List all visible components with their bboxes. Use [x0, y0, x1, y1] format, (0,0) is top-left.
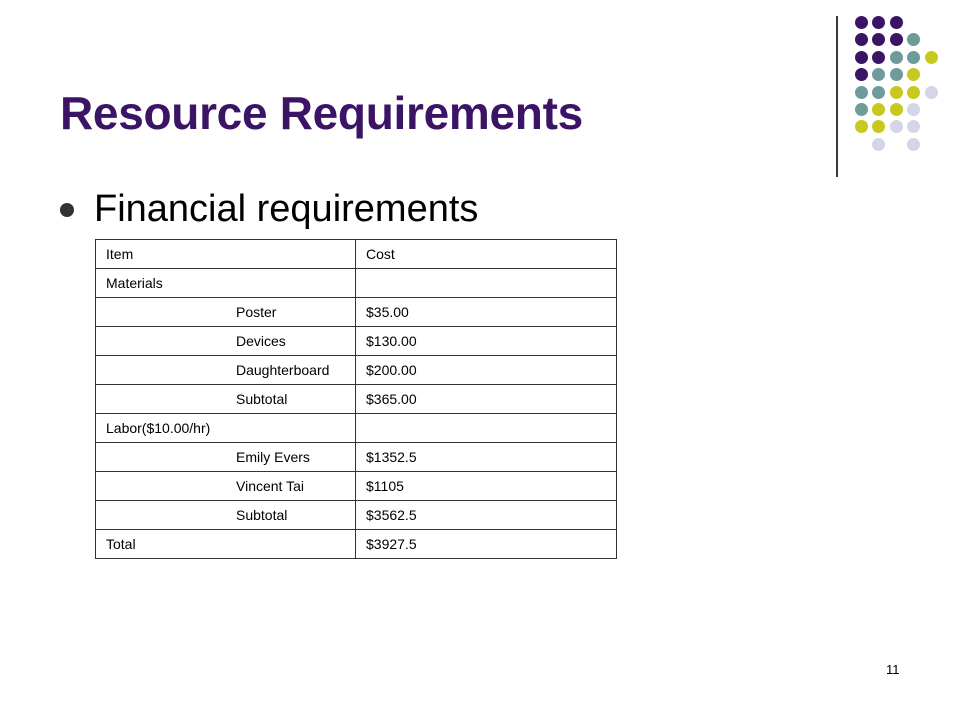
teal-dot-icon	[872, 68, 885, 81]
purple-dot-icon	[890, 16, 903, 29]
lavender-dot-icon	[907, 138, 920, 151]
yellow-dot-icon	[872, 103, 885, 116]
yellow-dot-icon	[890, 103, 903, 116]
financial-requirements-table	[95, 239, 617, 559]
item-cell: Labor($10.00/hr)	[96, 414, 356, 443]
cost-cell	[356, 414, 617, 443]
yellow-dot-icon	[925, 51, 938, 64]
yellow-dot-icon	[907, 68, 920, 81]
table-row	[96, 385, 617, 414]
purple-dot-icon	[872, 33, 885, 46]
cost-cell: $3927.5	[356, 530, 617, 559]
item-cell: Devices	[96, 327, 356, 356]
purple-dot-icon	[855, 51, 868, 64]
page-number: 11	[886, 662, 900, 677]
table-row	[96, 356, 617, 385]
teal-dot-icon	[890, 68, 903, 81]
item-cell: Daughterboard	[96, 356, 356, 385]
item-cell: Materials	[96, 269, 356, 298]
purple-dot-icon	[855, 16, 868, 29]
table-row	[96, 327, 617, 356]
purple-dot-icon	[855, 68, 868, 81]
bullet-dot-icon	[60, 203, 74, 217]
table-header-row	[96, 240, 617, 269]
item-cell: Vincent Tai	[96, 472, 356, 501]
bullet-text: Financial requirements	[94, 188, 479, 230]
table-row	[96, 530, 617, 559]
table-row	[96, 414, 617, 443]
purple-dot-icon	[872, 51, 885, 64]
item-cell: Emily Evers	[96, 443, 356, 472]
lavender-dot-icon	[907, 120, 920, 133]
yellow-dot-icon	[872, 120, 885, 133]
item-cell: Total	[96, 530, 356, 559]
teal-dot-icon	[872, 86, 885, 99]
item-cell: Poster	[96, 298, 356, 327]
cost-cell: $35.00	[356, 298, 617, 327]
purple-dot-icon	[872, 16, 885, 29]
cost-cell: $1352.5	[356, 443, 617, 472]
lavender-dot-icon	[890, 120, 903, 133]
slide-title: Resource Requirements	[60, 87, 583, 139]
table-row	[96, 501, 617, 530]
decorative-divider-line	[836, 16, 838, 177]
cost-cell: $200.00	[356, 356, 617, 385]
teal-dot-icon	[907, 33, 920, 46]
cost-cell: $365.00	[356, 385, 617, 414]
teal-dot-icon	[855, 86, 868, 99]
teal-dot-icon	[907, 51, 920, 64]
table-row	[96, 472, 617, 501]
bullet-item	[60, 188, 478, 231]
cost-cell	[356, 269, 617, 298]
cost-cell: $3562.5	[356, 501, 617, 530]
lavender-dot-icon	[872, 138, 885, 151]
purple-dot-icon	[855, 33, 868, 46]
teal-dot-icon	[855, 103, 868, 116]
cost-cell: $130.00	[356, 327, 617, 356]
teal-dot-icon	[890, 51, 903, 64]
header-cell-item: Item	[96, 240, 356, 269]
table-row	[96, 443, 617, 472]
lavender-dot-icon	[907, 103, 920, 116]
item-cell: Subtotal	[96, 501, 356, 530]
table-row	[96, 298, 617, 327]
table-row	[96, 269, 617, 298]
purple-dot-icon	[890, 33, 903, 46]
yellow-dot-icon	[855, 120, 868, 133]
lavender-dot-icon	[925, 86, 938, 99]
header-cell-cost: Cost	[356, 240, 617, 269]
yellow-dot-icon	[890, 86, 903, 99]
item-cell: Subtotal	[96, 385, 356, 414]
yellow-dot-icon	[907, 86, 920, 99]
cost-cell: $1105	[356, 472, 617, 501]
decorative-dot-grid	[836, 16, 946, 181]
